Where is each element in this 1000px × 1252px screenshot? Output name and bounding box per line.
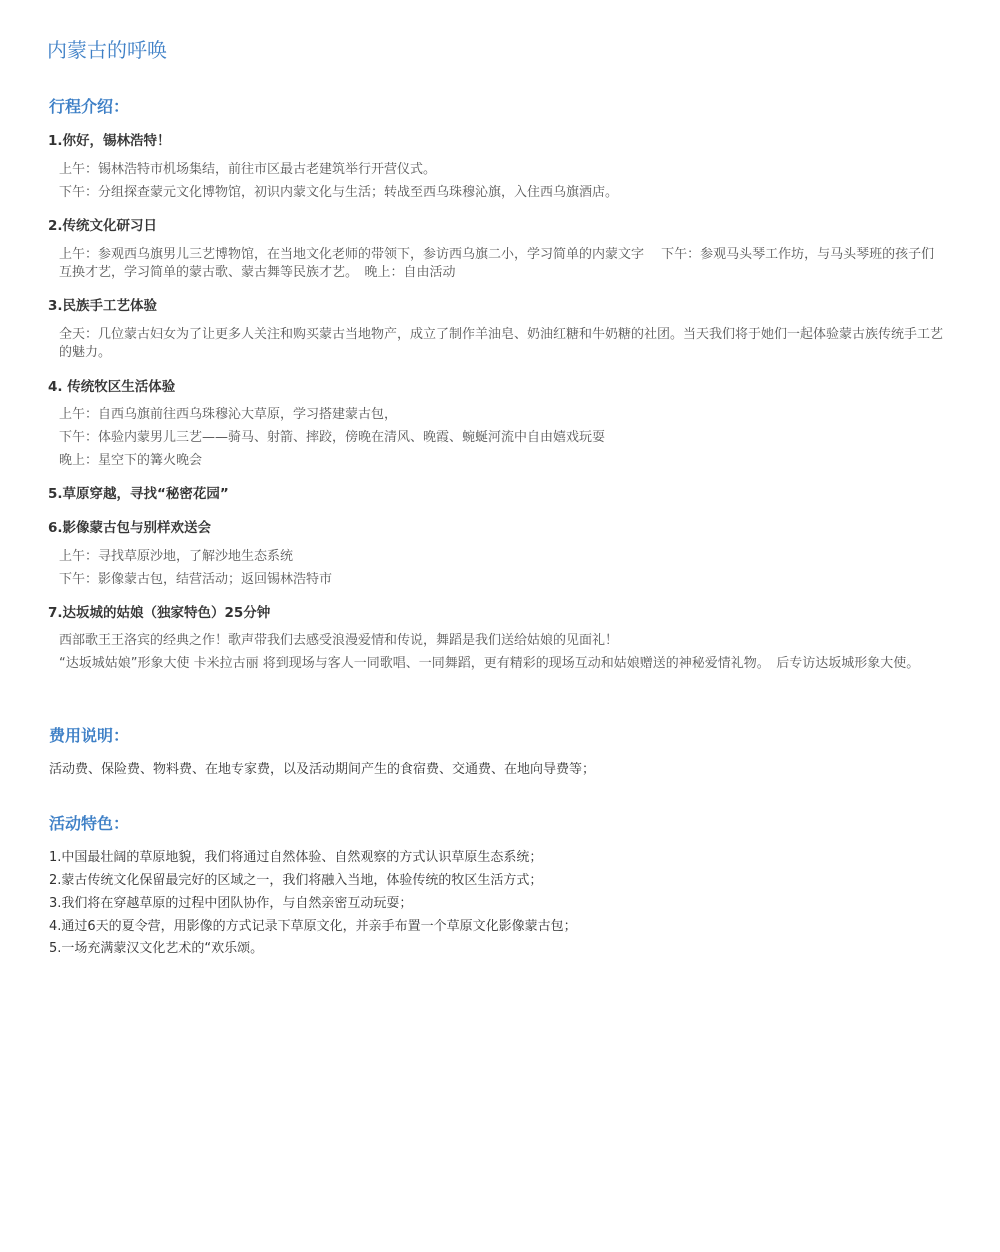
features-heading: 活动特色： xyxy=(49,814,130,833)
day-7-description: 西部歌王王洛宾的经典之作！歌声带我们去感受浪漫爱情和传说，舞蹈是我们送给姑娘的见面礼！ xyxy=(59,633,619,648)
day-6-afternoon: 下午：影像蒙古包，结营活动；返回锡林浩特市 xyxy=(59,572,333,587)
day-1-morning: 上午：锡林浩特市机场集结，前往市区最古老建筑举行开营仪式。 xyxy=(59,162,437,177)
day-4-afternoon: 下午：体验内蒙男儿三艺——骑马、射箭、摔跤，傍晚在清风、晚霞、蜿蜒河流中自由嬉戏玩耍 xyxy=(59,430,606,445)
day-5-title: 5.草原穿越，寻找“秘密花园” xyxy=(48,486,229,502)
feature-item-3: 3.我们将在穿越草原的过程中团队协作，与自然亲密互动玩耍； xyxy=(49,896,413,911)
day-3-schedule: 全天：几位蒙古妇女为了让更多人关注和购买蒙古当地物产，成立了制作羊油皂、奶油红糖和牛奶糖的社团。当天我们将于她们一起体验蒙古族传统手工艺的魅力。 xyxy=(59,327,944,360)
itinerary-heading: 行程介绍： xyxy=(49,97,130,116)
day-2-schedule: 上午：参观西乌旗男儿三艺博物馆，在当地文化老师的带领下，参访西乌旗二小，学习简单的内蒙文字 下午：参观马头琴工作坊，与马头琴班的孩子们互换才艺，学习简单的蒙古歌、蒙古舞等民族才艺。 晚上：自由活动 xyxy=(59,247,935,280)
day-3-title: 3.民族手工艺体验 xyxy=(48,298,158,314)
day-6-morning: 上午：寻找草原沙地，了解沙地生态系统 xyxy=(59,549,294,564)
feature-item-5: 5.一场充满蒙汉文化艺术的“欢乐颂。 xyxy=(49,941,264,956)
feature-item-4: 4.通过6天的夏令营，用影像的方式记录下草原文化，并亲手布置一个草原文化影像蒙古包； xyxy=(49,919,577,934)
fees-text: 活动费、保险费、物料费、在地专家费，以及活动期间产生的食宿费、交通费、在地向导费等； xyxy=(49,762,596,777)
day-1-title: 1.你好，锡林浩特！ xyxy=(48,133,171,149)
day-4-title: 4. 传统牧区生活体验 xyxy=(48,379,176,395)
day-4-morning: 上午：自西乌旗前往西乌珠穆沁大草原，学习搭建蒙古包， xyxy=(59,407,398,422)
feature-item-1: 1.中国最壮阔的草原地貌，我们将通过自然体验、自然观察的方式认识草原生态系统； xyxy=(49,850,543,865)
day-7-title: 7.达坂城的姑娘（独家特色）25分钟 xyxy=(48,605,271,621)
page-title: 内蒙古的呼唤 xyxy=(47,38,167,62)
day-2-title: 2.传统文化研习日 xyxy=(48,218,158,234)
day-6-title: 6.影像蒙古包与别样欢送会 xyxy=(48,520,212,536)
day-7-ambassador: “达坂城姑娘”形象大使 卡米拉古丽 将到现场与客人一同歌唱、一同舞蹈，更有精彩的现场互动和姑娘赠送的神秘爱情礼物。 后专访达坂城形象大使。 xyxy=(59,656,920,671)
feature-item-2: 2.蒙古传统文化保留最完好的区域之一，我们将融入当地，体验传统的牧区生活方式； xyxy=(49,873,543,888)
day-4-evening: 晚上：星空下的篝火晚会 xyxy=(59,453,203,468)
day-1-afternoon: 下午：分组探查蒙元文化博物馆，初识内蒙文化与生活；转战至西乌珠穆沁旗，入住西乌旗酒店。 xyxy=(59,185,619,200)
fees-heading: 费用说明： xyxy=(49,726,130,745)
